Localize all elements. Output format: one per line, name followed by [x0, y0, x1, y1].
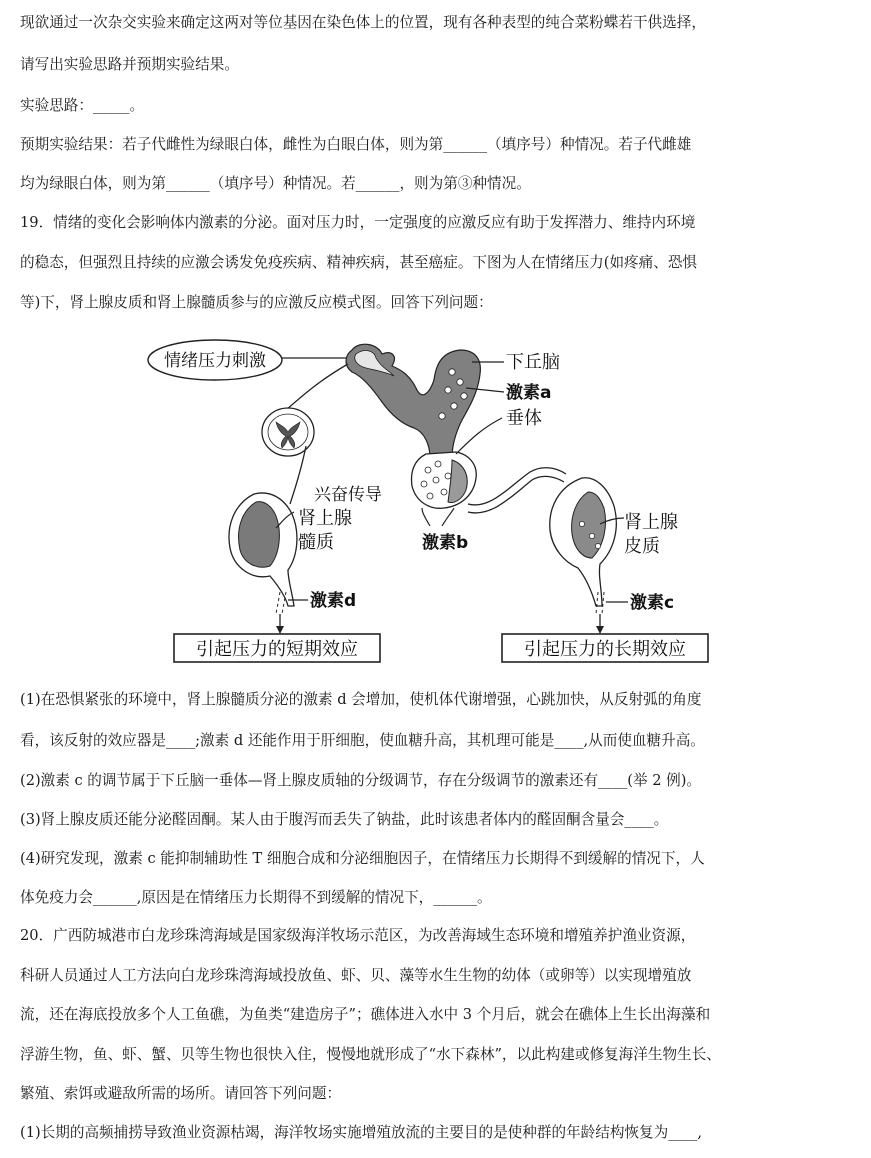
hormone-a-label: 激素a [506, 383, 552, 403]
secretion-dot [457, 379, 463, 385]
short-term-effect-label: 引起压力的短期效应 [196, 639, 358, 660]
secretion-dot [445, 387, 451, 393]
cortex-label-line-1: 肾上腺 [624, 512, 678, 533]
q20-line-1: 20．广西防城港市白龙珍珠湾海域是国家级海洋牧场示范区，为改善海域生态环境和增殖养护渔业资源， [20, 927, 696, 944]
hormone-d-label: 激素d [310, 591, 357, 611]
intro-line-3: 实验思路：_____。 [20, 97, 145, 114]
nerve-to-spinal-cord [286, 364, 348, 410]
medulla-label-line-2: 髓质 [298, 532, 334, 553]
q19-line-1: 19．情绪的变化会影响体内激素的分泌。面对压力时，一定强度的应激反应有助于发挥潜力、维持内环境 [20, 214, 696, 231]
q20-line-6: (1)长期的高频捕捞导致渔业资源枯竭，海洋牧场实施增殖放流的主要目的是使种群的年龄结构恢复为____, [20, 1124, 703, 1141]
cortex-label-line-2: 皮质 [624, 536, 660, 557]
hormone-c-label: 激素c [630, 593, 675, 613]
stress-response-diagram [130, 336, 730, 666]
pituitary-dot [433, 477, 439, 483]
intro-line-2: 请写出实验思路并预期实验结果。 [20, 56, 239, 73]
intro-line-5: 均为绿眼白体，则为第______（填序号）种情况。若______，则为第③种情况。 [20, 175, 531, 192]
q19-sub-line-1: (1)在恐惧紧张的环境中，肾上腺髓质分泌的激素 d 会增加，使机体代谢增强，心跳加快，从反射弧的角度 [20, 691, 702, 708]
pituitary-dot [427, 493, 433, 499]
stimulus-label: 情绪压力刺激 [164, 351, 266, 371]
q19-sub-line-6: 体免疫力会______,原因是在情绪压力长期得不到缓解的情况下，______。 [20, 889, 492, 906]
q19-line-3: 等)下，肾上腺皮质和肾上腺髓质参与的应激反应模式图。回答下列问题： [20, 294, 493, 311]
q20-line-4: 浮游生物，鱼、虾、蟹、贝等生物也很快入住，慢慢地就形成了“水下森林”，以此构建或修复海洋生物生长、 [20, 1046, 721, 1063]
vessel-to-cortex [468, 468, 566, 505]
q19-sub-line-4: (3)肾上腺皮质还能分泌醛固酮。某人由于腹泻而丢失了钠盐，此时该患者体内的醛固酮含量会____。 [20, 811, 669, 828]
hormone-b-label: 激素b [422, 533, 469, 553]
pituitary-dot [425, 467, 431, 473]
secretion-dot [451, 403, 457, 409]
q20-line-5: 繁殖、索饵或避敌所需的场所。请回答下列问题： [20, 1085, 342, 1102]
pituitary-dot [435, 461, 441, 467]
pituitary-pointer [456, 418, 502, 454]
pituitary-dot [421, 481, 427, 487]
secretion-dot [439, 413, 445, 419]
pituitary-dot [445, 473, 451, 479]
q19-sub-line-3: (2)激素 c 的调节属于下丘脑一垂体—肾上腺皮质轴的分级调节，存在分级调节的激素还有____(举 2 例)。 [20, 772, 702, 789]
q20-line-2: 科研人员通过人工方法向白龙珍珠湾海域投放鱼、虾、贝、藻等水生生物的幼体（或卵等）以实现增殖放 [20, 967, 692, 984]
excitation-label: 兴奋传导 [314, 485, 382, 505]
q19-line-2: 的稳态，但强烈且持续的应激会诱发免疫疾病、精神疾病，甚至癌症。下图为人在情绪压力(如疼痛、恐惧 [20, 254, 698, 271]
q19-sub-line-5: (4)研究发现，激素 c 能抑制辅助性 T 细胞合成和分泌细胞因子，在情绪压力长期得不到缓解的情况下，人 [20, 850, 705, 867]
intro-line-4: 预期实验结果：若子代雌性为绿眼白体，雌性为白眼白体，则为第______（填序号）种情况。若子代雌雄 [20, 136, 692, 153]
hormone-b-pointer-left [422, 508, 430, 526]
secretion-dot [449, 369, 455, 375]
q20-line-3: 流，还在海底投放多个人工鱼礁，为鱼类“建造房子”；礁体进入水中 3 个月后，就会在礁体上生长出海藻和 [20, 1006, 711, 1023]
secretion-dot [461, 393, 467, 399]
hypothalamus-label: 下丘脑 [506, 352, 560, 373]
medulla-label-line-1: 肾上腺 [298, 508, 352, 529]
q19-sub-line-2: 看，该反射的效应器是____;激素 d 还能作用于肝细胞，使血糖升高，其机理可能是____,从而使血糖升高。 [20, 732, 705, 749]
pituitary-dot [441, 489, 447, 495]
intro-line-1: 现欲通过一次杂交实验来确定这两对等位基因在染色体上的位置，现有各种表型的纯合菜粉蝶若干供选择， [20, 14, 706, 31]
pituitary-label: 垂体 [506, 408, 542, 429]
hormone-b-pointer-right [442, 508, 454, 526]
long-term-effect-label: 引起压力的长期效应 [524, 639, 686, 660]
